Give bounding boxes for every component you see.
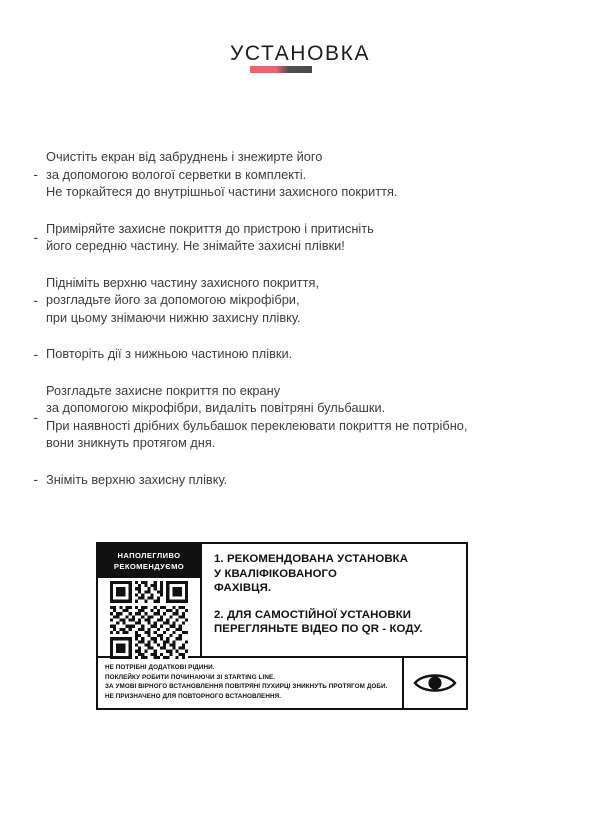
fineprint-line: НЕ ПРИЗНАЧЕНО ДЛЯ ПОВТОРНОГО ВСТАНОВЛЕННЯ.: [105, 692, 282, 700]
step-text-line: вони зникнуть протягом дня.: [46, 435, 216, 450]
info-box-item: [214, 552, 456, 596]
instruction-step: [0, 471, 600, 489]
step-text-line: Очистіть екран від забруднень і знежирте його: [46, 149, 323, 164]
eye-icon: [404, 658, 466, 708]
step-text-line: Приміряйте захисне покриття до пристрою і притисніть: [46, 220, 374, 236]
info-box-badge-column: [98, 544, 202, 656]
page-title: УСТАНОВКА: [229, 42, 371, 66]
step-text-line: При наявності дрібних бульбашок переклеювати покриття не потрібно,: [46, 417, 468, 433]
instruction-step: [0, 148, 600, 201]
info-box-item-line: 1. РЕКОМЕНДОВАНА УСТАНОВКА: [214, 553, 409, 565]
info-box-top-section: [98, 544, 466, 658]
step-text: [46, 220, 600, 255]
fineprint-line: ПОКЛЕЙКУ РОБИТИ ПОЧИНАЮЧИ ЗІ STARTING LINE.: [105, 673, 276, 681]
info-box-bottom-section: [98, 658, 466, 708]
fineprint-line: НЕ ПОТРІБНІ ДОДАТКОВІ РІДИНИ.: [105, 664, 215, 671]
step-text-line: за допомогою мікрофібри, видаліть повітряні бульбашки.: [46, 400, 386, 415]
step-text: [46, 471, 600, 489]
step-bullet-dash: -: [33, 166, 38, 183]
strongly-recommend-badge: [98, 544, 200, 578]
qr-code-icon[interactable]: [98, 578, 200, 662]
step-text-line: за допомогою вологої серветки в комплекті.: [46, 166, 307, 182]
step-text-line: Підніміть верхню частину захисного покриття,: [46, 274, 320, 290]
badge-line-2: РЕКОМЕНДУЄМО: [113, 562, 185, 571]
step-bullet-dash: -: [33, 408, 38, 425]
info-box-item-line: У КВАЛІФІКОВАНОГО: [214, 567, 337, 580]
info-box-item: [214, 608, 456, 637]
step-text-line: Зніміть верхню захисну плівку.: [46, 471, 228, 487]
step-text-line: розгладьте його за допомогою мікрофібри,: [46, 292, 300, 307]
recommendation-info-box: [96, 542, 468, 710]
title-divider-rule: [250, 66, 312, 73]
fineprint-line: ЗА УМОВІ ВІРНОГО ВСТАНОВЛЕННЯ ПОВІТРЯНІ ПУХИРЦІ ЗНИКНУТЬ ПРОТЯГОМ ДОБИ.: [105, 683, 388, 691]
step-bullet-dash: -: [33, 291, 38, 308]
instruction-step: [0, 382, 600, 452]
info-box-item-line: ФАХІВЦЯ.: [214, 582, 272, 594]
step-text: [46, 274, 600, 327]
instruction-step: [0, 220, 600, 255]
step-text: [46, 382, 600, 452]
step-bullet-dash: -: [33, 471, 38, 488]
instruction-steps-list: [0, 148, 600, 507]
step-text-line: Повторіть дії з нижньою частиною плівки.: [46, 346, 293, 361]
instruction-step: [0, 345, 600, 363]
fineprint-notes: [98, 658, 404, 708]
step-text-line: при цьому знімаючи нижню захисну плівку.: [46, 309, 301, 325]
badge-line-1: НАПОЛЕГЛИВО: [117, 551, 181, 560]
step-text-line: Розгладьте захисне покриття по екрану: [46, 382, 281, 398]
info-box-items-column: [202, 544, 466, 656]
info-box-item-line: ПЕРЕГЛЯНЬТЕ ВІДЕО ПО QR - КОДУ.: [214, 623, 423, 635]
info-box-item-line: 2. ДЛЯ САМОСТІЙНОЇ УСТАНОВКИ: [214, 608, 412, 621]
step-bullet-dash: -: [33, 345, 38, 362]
step-text-line: Не торкайтеся до внутрішньої частини захисного покриття.: [46, 184, 398, 199]
step-bullet-dash: -: [33, 229, 38, 245]
step-text: [46, 345, 600, 363]
instruction-step: [0, 274, 600, 327]
step-text: [46, 148, 600, 201]
step-text-line: його середню частину. Не знімайте захисні плівки!: [46, 238, 345, 253]
